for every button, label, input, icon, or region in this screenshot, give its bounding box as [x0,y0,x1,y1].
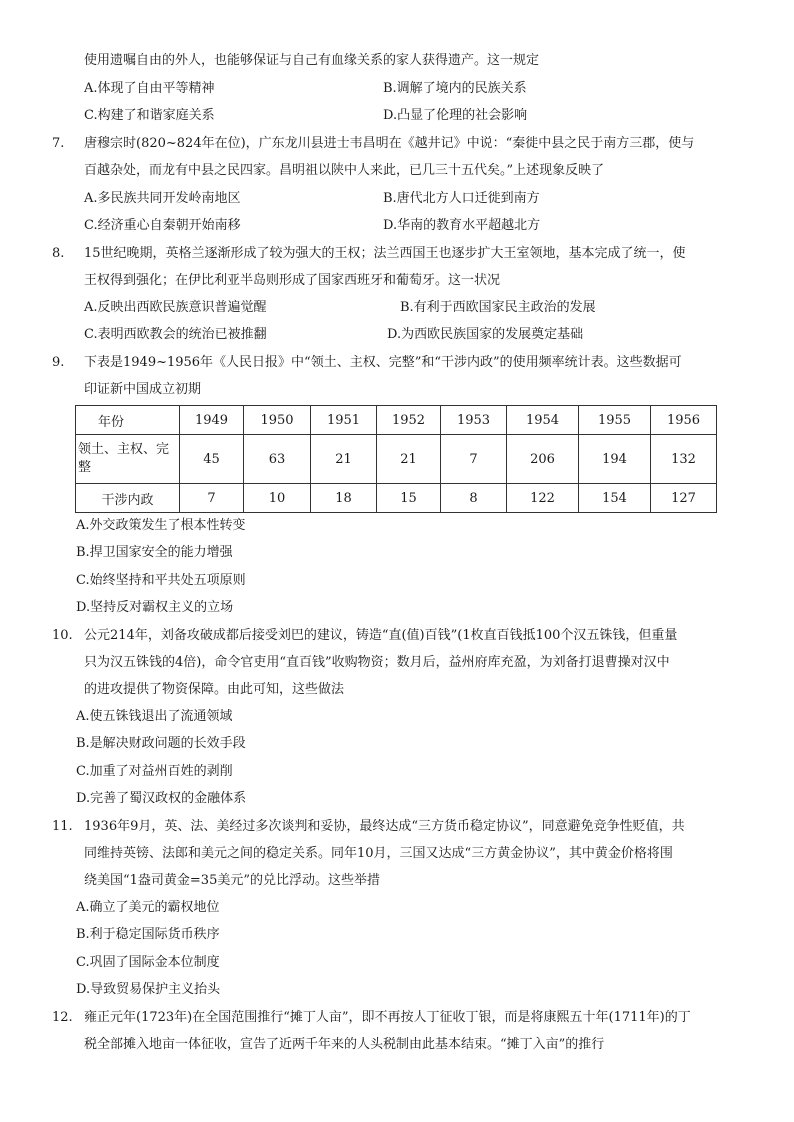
table-header-cell: 年份 [76,406,180,435]
table-cell: 194 [579,435,651,484]
q10-stem-line-2: 只为汉五铢钱的4倍)，命令官吏用“直百钱”收购物资；数月后，益州府库充盈，为刘备打退曹操对汉中 [84,655,670,670]
q10-option-b[interactable]: B.是解决财政问题的长效手段 [76,736,246,751]
table-cell: 154 [579,484,651,513]
table-cell: 206 [507,435,579,484]
table-cell: 15 [377,484,441,513]
q11-number: 11. [52,819,73,834]
q8-stem-line-2: 王权得到强化；在伊比利亚半岛则形成了国家西班牙和葡萄牙。这一状况 [84,273,501,288]
table-cell: 7 [441,435,507,484]
q8-option-d[interactable]: D.为西欧民族国家的发展奠定基础 [387,327,584,342]
q6-option-d[interactable]: D.凸显了伦理的社会影响 [383,108,528,123]
q11-option-b[interactable]: B.利于稳定国际货币秩序 [76,927,220,942]
q9-option-a[interactable]: A.外交政策发生了根本性转变 [76,518,246,533]
q9-stem-line-1: 下表是1949~1956年《人民日报》中“领土、主权、完整”和“干涉内政”的使用频率统计表。这些数据可 [84,355,682,370]
q9-option-c[interactable]: C.始终坚持和平共处五项原则 [76,573,246,588]
q11-option-a[interactable]: A.确立了美元的霸权地位 [76,900,220,915]
table-header-cell: 1953 [441,406,507,435]
table-cell: 63 [244,435,311,484]
q10-stem-line-1: 公元214年，刘备攻破成都后接受刘巴的建议，铸造“直(值)百钱”(1枚直百钱抵100个汉五铢钱，但重量 [84,628,678,643]
q8-option-a[interactable]: A.反映出西欧民族意识普遍觉醒 [84,300,267,315]
table-header-cell: 1949 [180,406,244,435]
table-header-cell: 1950 [244,406,311,435]
q7-number: 7. [52,136,65,151]
table-header-cell: 1954 [507,406,579,435]
table-header-row [76,406,717,435]
table-cell: 122 [507,484,579,513]
table-cell: 21 [377,435,441,484]
q7-stem-line-2: 百越杂处，而龙有中县之民四家。昌明祖以陕中人来此，已几三十五代矣。”上述现象反映了 [84,163,605,178]
table-header-cell: 1951 [311,406,377,435]
q10-option-a[interactable]: A.使五铢钱退出了流通领域 [76,709,233,724]
q10-number: 10. [52,628,73,643]
q9-number: 9. [52,355,65,370]
q7-option-d[interactable]: D.华南的教育水平超越北方 [383,218,541,233]
q11-stem-line-1: 1936年9月，英、法、美经过多次谈判和妥协，最终达成“三方货币稳定协议”，同意避免竞争性贬值，共 [84,819,685,834]
q6-option-b[interactable]: B.调解了境内的民族关系 [383,81,527,96]
q11-stem-line-2: 同维持英镑、法郎和美元之间的稳定关系。同年10月，三国又达成“三方黄金协议”，其中黄金价格将围 [84,846,673,861]
table-row [76,435,717,484]
q10-option-d[interactable]: D.完善了蜀汉政权的金融体系 [76,791,247,806]
table-cell: 132 [651,435,717,484]
table-cell: 18 [311,484,377,513]
frequency-table [75,405,717,513]
table-cell: 21 [311,435,377,484]
table-header-cell: 1955 [579,406,651,435]
q9-option-d[interactable]: D.坚持反对霸权主义的立场 [76,600,234,615]
q10-option-c[interactable]: C.加重了对益州百姓的剥削 [76,764,233,779]
q6-stem-line: 使用遗嘱自由的外人，也能够保证与自己有血缘关系的家人获得遗产。这一规定 [84,53,540,68]
q8-option-c[interactable]: C.表明西欧教会的统治已被推翻 [84,327,267,342]
table-row-label: 领土、主权、完整 [76,435,180,484]
q12-stem-line-2: 税全部摊入地亩一体征收，宣告了近两千年来的人头税制由此基本结束。“摊丁入亩”的推行 [84,1037,605,1052]
q9-stem-line-2: 印证新中国成立初期 [84,382,202,397]
table-row-label: 干涉内政 [76,484,180,513]
q9-option-b[interactable]: B.捍卫国家安全的能力增强 [76,545,233,560]
table-cell: 7 [180,484,244,513]
q11-stem-line-3: 绕美国“1盎司黄金=35美元”的兑比浮动。这些举措 [84,873,380,888]
q11-option-d[interactable]: D.导致贸易保护主义抬头 [76,982,221,997]
q12-number: 12. [52,1010,73,1025]
table-cell: 45 [180,435,244,484]
table-cell: 10 [244,484,311,513]
q8-stem-line-1: 15世纪晚期，英格兰逐渐形成了较为强大的王权；法兰西国王也逐步扩大王室领地，基本完成了统一，使 [84,246,686,261]
q10-stem-line-3: 的进攻提供了物资保障。由此可知，这些做法 [84,682,345,697]
q7-option-c[interactable]: C.经济重心自秦朝开始南移 [84,218,241,233]
q6-option-c[interactable]: C.构建了和谐家庭关系 [84,108,215,123]
table-cell: 127 [651,484,717,513]
table-header-cell: 1956 [651,406,717,435]
q6-option-a[interactable]: A.体现了自由平等精神 [84,81,215,96]
q12-stem-line-1: 雍正元年(1723年)在全国范围推行“摊丁人亩”，即不再按人丁征收丁银，而是将康熙五十年(1711年)的丁 [84,1010,691,1025]
q7-option-b[interactable]: B.唐代北方人口迁徙到南方 [383,191,540,206]
q11-option-c[interactable]: C.巩固了国际金本位制度 [76,955,220,970]
table-cell: 8 [441,484,507,513]
q7-option-a[interactable]: A.多民族共同开发岭南地区 [84,191,241,206]
table-header-cell: 1952 [377,406,441,435]
table-row [76,484,717,513]
q8-number: 8. [52,246,65,261]
q7-stem-line-1: 唐穆宗时(820~824年在位)，广东龙川县进士韦昌明在《越井记》中说：“秦徙中县之民于南方三郡，使与 [84,136,695,151]
q8-option-b[interactable]: B.有利于西欧国家民主政治的发展 [400,300,596,315]
